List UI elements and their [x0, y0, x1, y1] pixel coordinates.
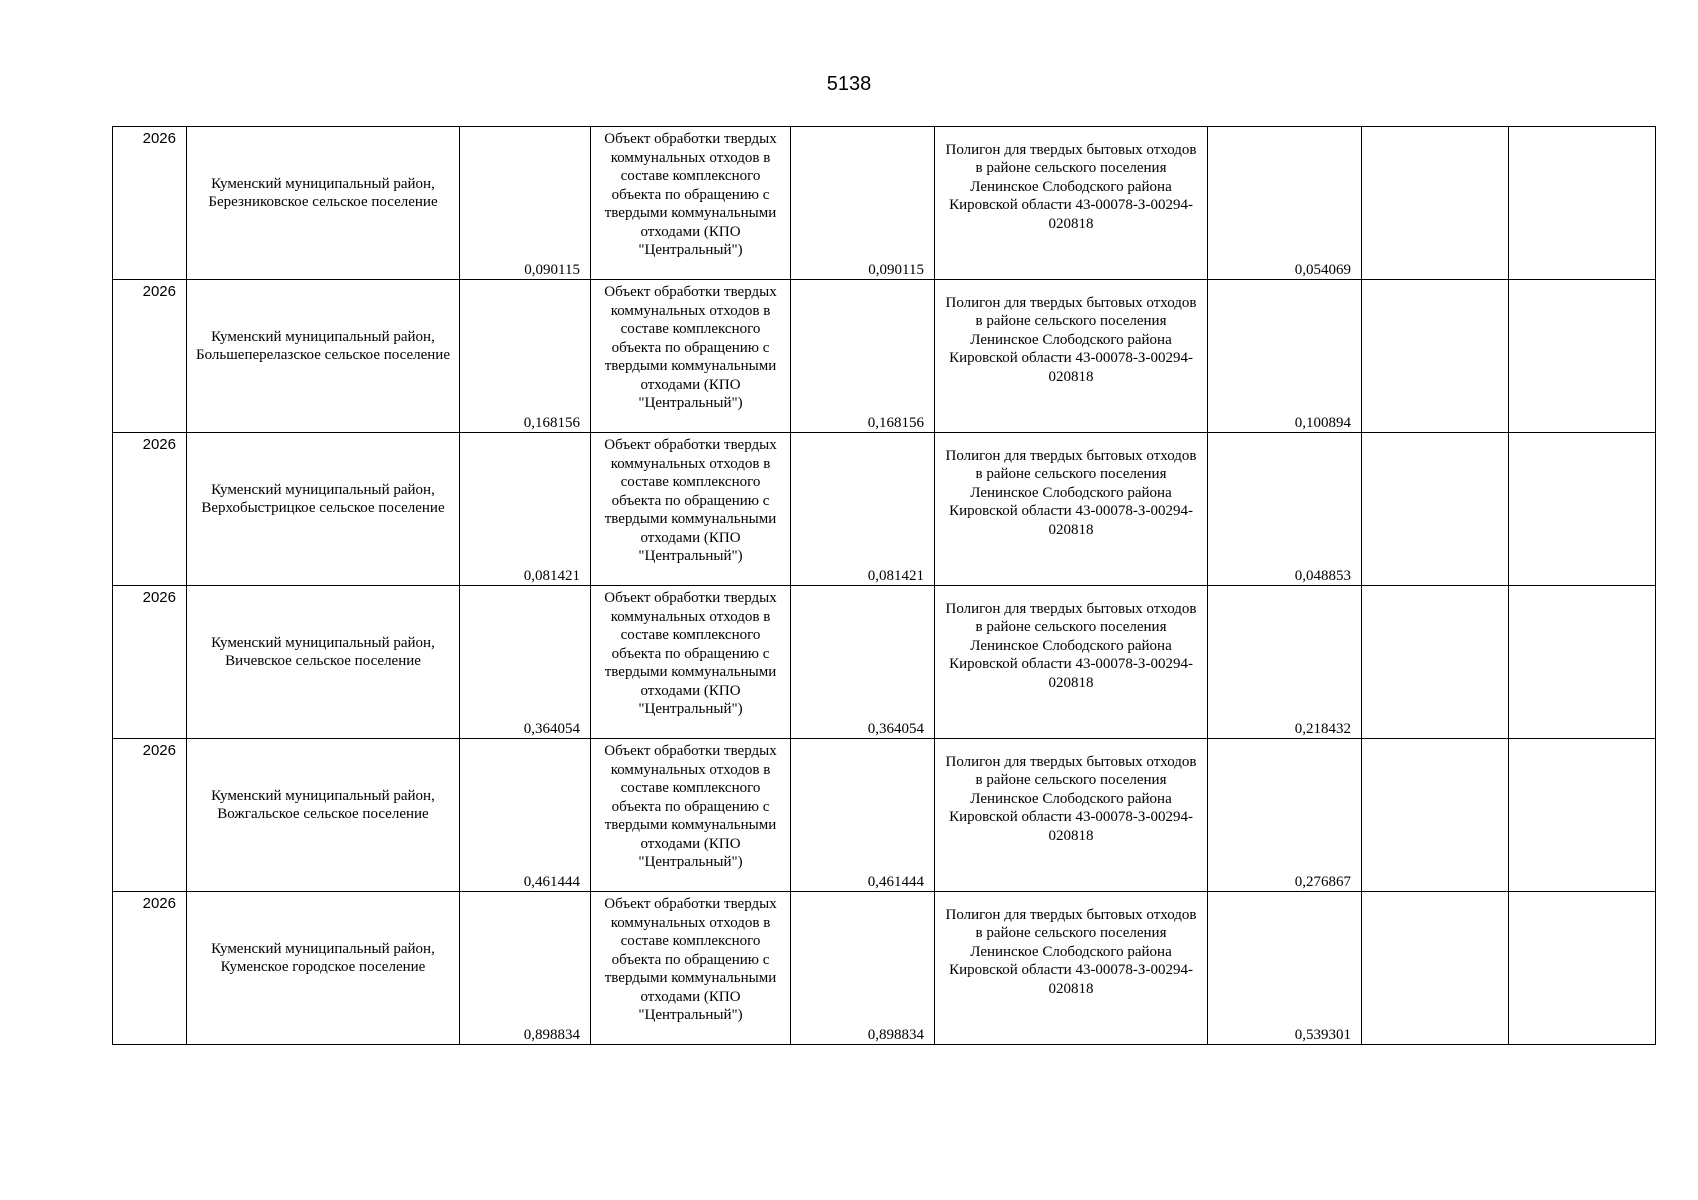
year-cell: 2026 — [113, 739, 187, 892]
object-cell — [591, 892, 791, 1045]
object-cell — [591, 127, 791, 280]
object-text: Объект обработки твердых коммунальных отходов в составе комплексного объекта по обращению с твердыми коммунальными отходами (КПО "Центральный") — [604, 896, 777, 1023]
settlement-cell — [187, 586, 460, 739]
value-2-text: 0,898834 — [867, 1026, 924, 1043]
settlement-cell — [187, 892, 460, 1045]
object-text: Объект обработки твердых коммунальных отходов в составе комплексного объекта по обращению с твердыми коммунальными отходами (КПО "Центральный") — [604, 131, 777, 258]
year-cell: 2026 — [113, 127, 187, 280]
object-cell — [591, 739, 791, 892]
empty-cell — [1362, 433, 1509, 586]
value-3-text: 0,048853 — [1294, 567, 1351, 584]
value-2-cell — [791, 127, 935, 280]
object-text: Объект обработки твердых коммунальных отходов в составе комплексного объекта по обращению с твердыми коммунальными отходами (КПО "Центральный") — [604, 437, 777, 564]
value-3-cell — [1208, 127, 1362, 280]
empty-cell — [1362, 280, 1509, 433]
value-3-cell — [1208, 586, 1362, 739]
table-row — [113, 586, 1656, 739]
table-row — [113, 892, 1656, 1045]
object-cell — [591, 280, 791, 433]
poligon-cell — [935, 586, 1208, 739]
table-row — [113, 127, 1656, 280]
value-3-text: 0,218432 — [1294, 720, 1351, 737]
poligon-text: Полигон для твердых бытовых отходов в районе сельского поселения Ленинское Слободского района Кировской области 43-00078-З-00294-020818 — [945, 753, 1197, 844]
value-3-text: 0,539301 — [1294, 1026, 1351, 1043]
settlement-text: Куменский муниципальный район, Большеперелазское сельское поселение — [196, 328, 450, 363]
settlement-text: Куменский муниципальный район, Куменское городское поселение — [211, 940, 435, 975]
poligon-cell — [935, 127, 1208, 280]
value-1-cell — [460, 739, 591, 892]
value-2-cell — [791, 892, 935, 1045]
settlement-cell — [187, 433, 460, 586]
year-cell: 2026 — [113, 586, 187, 739]
allocation-table — [112, 126, 1656, 1045]
value-2-text: 0,364054 — [867, 720, 924, 737]
value-1-text: 0,090115 — [524, 261, 580, 278]
empty-cell — [1509, 433, 1656, 586]
empty-cell — [1362, 127, 1509, 280]
value-3-cell — [1208, 892, 1362, 1045]
value-1-cell — [460, 586, 591, 739]
value-2-cell — [791, 739, 935, 892]
settlement-text: Куменский муниципальный район, Вичевское сельское поселение — [211, 634, 435, 669]
value-2-cell — [791, 280, 935, 433]
year-cell: 2026 — [113, 433, 187, 586]
settlement-cell — [187, 127, 460, 280]
value-2-cell — [791, 586, 935, 739]
value-1-cell — [460, 433, 591, 586]
poligon-text: Полигон для твердых бытовых отходов в районе сельского поселения Ленинское Слободского района Кировской области 43-00078-З-00294-020818 — [945, 141, 1197, 232]
empty-cell — [1362, 892, 1509, 1045]
object-text: Объект обработки твердых коммунальных отходов в составе комплексного объекта по обращению с твердыми коммунальными отходами (КПО "Центральный") — [604, 590, 777, 717]
empty-cell — [1362, 739, 1509, 892]
empty-cell — [1509, 586, 1656, 739]
settlement-text: Куменский муниципальный район, Березниковское сельское поселение — [208, 175, 438, 210]
value-2-text: 0,168156 — [867, 414, 924, 431]
poligon-cell — [935, 739, 1208, 892]
settlement-text: Куменский муниципальный район, Верхобыстрицкое сельское поселение — [201, 481, 445, 516]
table-row — [113, 739, 1656, 892]
poligon-text: Полигон для твердых бытовых отходов в районе сельского поселения Ленинское Слободского района Кировской области 43-00078-З-00294-020818 — [945, 906, 1197, 997]
value-1-cell — [460, 280, 591, 433]
settlement-cell — [187, 280, 460, 433]
value-1-text: 0,081421 — [523, 567, 580, 584]
value-1-cell — [460, 127, 591, 280]
year-cell: 2026 — [113, 892, 187, 1045]
year-cell: 2026 — [113, 280, 187, 433]
empty-cell — [1509, 127, 1656, 280]
table-row — [113, 280, 1656, 433]
value-2-text: 0,090115 — [868, 261, 924, 278]
settlement-cell — [187, 739, 460, 892]
object-text: Объект обработки твердых коммунальных отходов в составе комплексного объекта по обращению с твердыми коммунальными отходами (КПО "Центральный") — [604, 743, 777, 870]
poligon-cell — [935, 892, 1208, 1045]
empty-cell — [1509, 280, 1656, 433]
object-text: Объект обработки твердых коммунальных отходов в составе комплексного объекта по обращению с твердыми коммунальными отходами (КПО "Центральный") — [604, 284, 777, 411]
value-3-text: 0,276867 — [1294, 873, 1351, 890]
value-3-text: 0,054069 — [1294, 261, 1351, 278]
value-3-text: 0,100894 — [1294, 414, 1351, 431]
table-row — [113, 433, 1656, 586]
value-1-cell — [460, 892, 591, 1045]
value-2-text: 0,461444 — [867, 873, 924, 890]
empty-cell — [1362, 586, 1509, 739]
value-2-text: 0,081421 — [867, 567, 924, 584]
poligon-text: Полигон для твердых бытовых отходов в районе сельского поселения Ленинское Слободского района Кировской области 43-00078-З-00294-020818 — [945, 294, 1197, 385]
value-1-text: 0,364054 — [523, 720, 580, 737]
page-number: 5138 — [826, 73, 872, 95]
value-1-text: 0,168156 — [523, 414, 580, 431]
value-1-text: 0,461444 — [523, 873, 580, 890]
poligon-text: Полигон для твердых бытовых отходов в районе сельского поселения Ленинское Слободского района Кировской области 43-00078-З-00294-020818 — [945, 600, 1197, 691]
poligon-cell — [935, 280, 1208, 433]
value-3-cell — [1208, 739, 1362, 892]
empty-cell — [1509, 892, 1656, 1045]
value-2-cell — [791, 433, 935, 586]
object-cell — [591, 433, 791, 586]
empty-cell — [1509, 739, 1656, 892]
object-cell — [591, 586, 791, 739]
poligon-cell — [935, 433, 1208, 586]
settlement-text: Куменский муниципальный район, Вожгальское сельское поселение — [211, 787, 435, 822]
poligon-text: Полигон для твердых бытовых отходов в районе сельского поселения Ленинское Слободского района Кировской области 43-00078-З-00294-020818 — [945, 447, 1197, 538]
value-1-text: 0,898834 — [523, 1026, 580, 1043]
value-3-cell — [1208, 280, 1362, 433]
value-3-cell — [1208, 433, 1362, 586]
